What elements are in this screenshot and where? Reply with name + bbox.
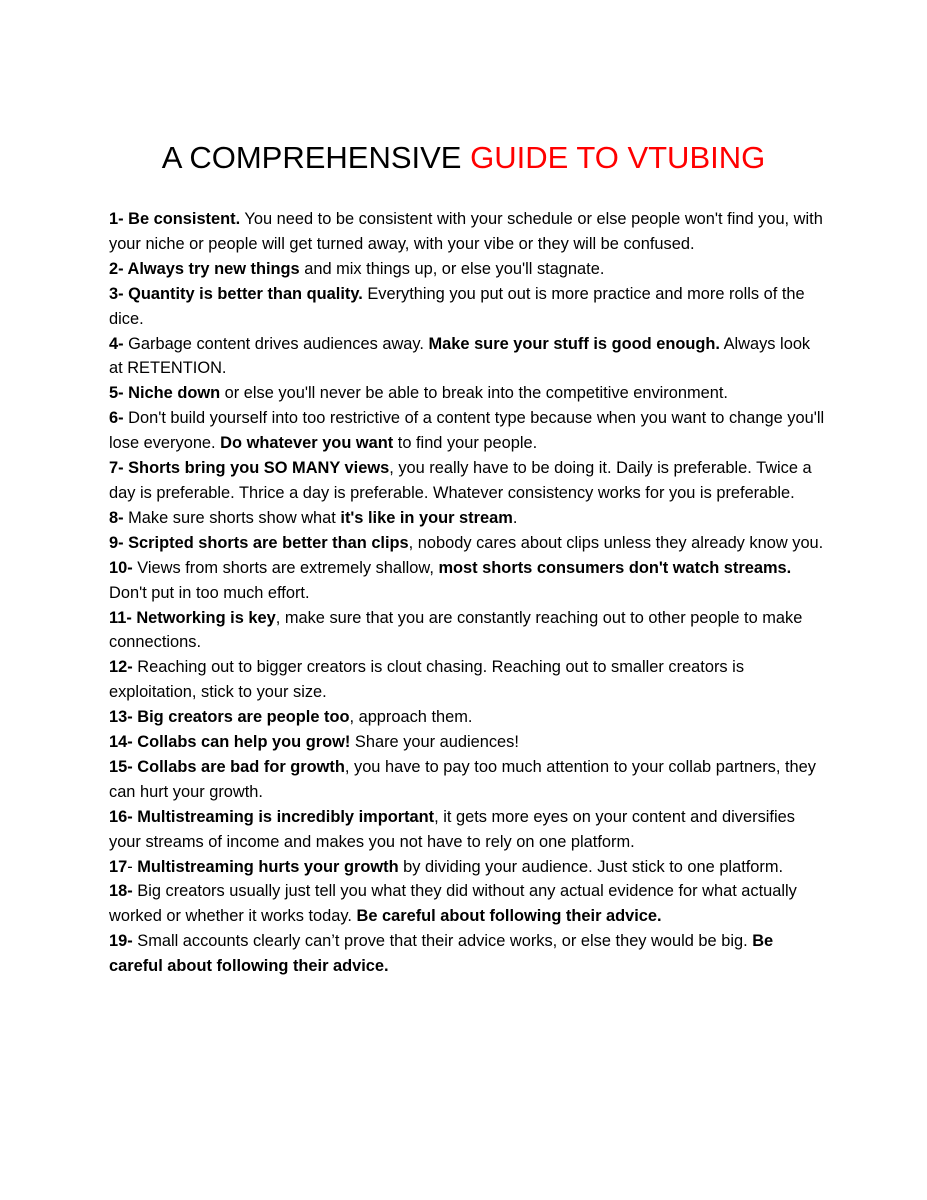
bold-text: 3- Quantity is better than quality. (109, 284, 363, 303)
body-text: - (127, 857, 138, 876)
guide-item (109, 381, 825, 406)
bold-text: 17 (109, 857, 128, 876)
title-part-1: A COMPREHENSIVE (161, 140, 471, 175)
body-text: and mix things up, or else you'll stagnate. (299, 259, 605, 278)
bold-text: Be careful about following their advice. (356, 907, 662, 926)
guide-item (109, 855, 825, 880)
title-part-2-accent: GUIDE TO VTUBING (470, 140, 766, 175)
body-text: . (512, 508, 518, 527)
body-text: , you have to pay too much attention to your collab partners, they can hurt your growth. (109, 757, 816, 801)
body-text: Small accounts clearly can’t prove that their advice works, or else they would be big. (132, 932, 753, 951)
bold-text: Be careful about following their advice. (109, 932, 774, 976)
body-text: or else you'll never be able to break into the competitive environment. (220, 384, 728, 403)
guide-item (109, 755, 825, 805)
body-text: Big creators usually just tell you what they did without any actual evidence for what actually worked or whether it works today. (109, 882, 797, 926)
bold-text: 1- Be consistent. (109, 210, 241, 228)
bold-text: 2- Always try new things (109, 259, 300, 278)
bold-text: 13- Big creators are people too (109, 708, 350, 727)
guide-item (109, 730, 825, 755)
bold-text: 9- Scripted shorts are better than clips (109, 533, 409, 552)
body-text: , approach them. (349, 708, 473, 727)
guide-item (109, 332, 825, 382)
bold-text: 8- (109, 508, 124, 527)
body-text: Don't build yourself into too restrictive of a content type because when you want to change you'll lose everyone. (109, 409, 825, 453)
guide-list (109, 207, 825, 979)
guide-item (109, 879, 825, 929)
guide-item (109, 705, 825, 730)
body-text: Views from shorts are extremely shallow, (132, 558, 439, 577)
bold-text: Multistreaming hurts your growth (137, 857, 399, 876)
guide-item (109, 207, 825, 257)
bold-text: 6- (109, 409, 124, 428)
guide-item (109, 805, 825, 855)
bold-text: Make sure your stuff is good enough. (428, 334, 720, 353)
bold-text: 12- (109, 658, 133, 677)
body-text: Reaching out to bigger creators is clout chasing. Reaching out to smaller creators is exploitation, stick to your size. (109, 658, 745, 702)
bold-text: 10- (109, 558, 133, 577)
body-text: to find your people. (393, 434, 538, 453)
body-text: , you really have to be doing it. Daily is preferable. Twice a day is preferable. Thrice a day is preferable. Whatever consistency works for you is preferable. (109, 459, 812, 502)
bold-text: it's like in your stream (340, 508, 513, 527)
guide-item (109, 456, 825, 506)
bold-text: 4- (109, 334, 124, 353)
bold-text: 14- Collabs can help you grow! (109, 733, 351, 752)
body-text: Always look at RETENTION. (109, 334, 811, 378)
body-text: by dividing your audience. Just stick to one platform. (398, 857, 784, 876)
bold-text: 18- (109, 882, 133, 901)
body-text: Share your audiences! (350, 733, 519, 752)
body-text: Don't put in too much effort. (109, 583, 310, 602)
guide-item (109, 929, 825, 979)
guide-item (109, 506, 825, 531)
guide-item (109, 406, 825, 456)
bold-text: 5- Niche down (109, 384, 221, 403)
guide-item (109, 556, 825, 606)
body-text: , make sure that you are constantly reaching out to other people to make connections. (109, 608, 803, 652)
body-text: , it gets more eyes on your content and diversifies your streams of income and makes you not have to rely on one platform. (109, 807, 795, 851)
bold-text: 15- Collabs are bad for growth (109, 757, 345, 776)
bold-text: 19- (109, 932, 133, 951)
body-text: , nobody cares about clips unless they already know you. (408, 533, 824, 552)
bold-text: 7- Shorts bring you SO MANY views (109, 459, 390, 478)
bold-text: Do whatever you want (220, 434, 394, 453)
guide-item (109, 257, 825, 282)
guide-item (109, 531, 825, 556)
bold-text: 11- Networking is key (109, 608, 276, 627)
guide-item (109, 655, 825, 705)
body-text: You need to be consistent with your schedule or else people won't find you, with your niche or people will get turned away, with your vibe or they will be confused. (109, 210, 823, 253)
guide-item (109, 606, 825, 656)
bold-text: most shorts consumers don't watch streams. (438, 558, 792, 577)
body-text: Everything you put out is more practice and more rolls of the dice. (109, 284, 805, 328)
body-text: Garbage content drives audiences away. (123, 334, 429, 353)
bold-text: 16- Multistreaming is incredibly important (109, 807, 435, 826)
guide-item (109, 282, 825, 332)
page-title (0, 136, 927, 180)
body-text: Make sure shorts show what (123, 508, 341, 527)
